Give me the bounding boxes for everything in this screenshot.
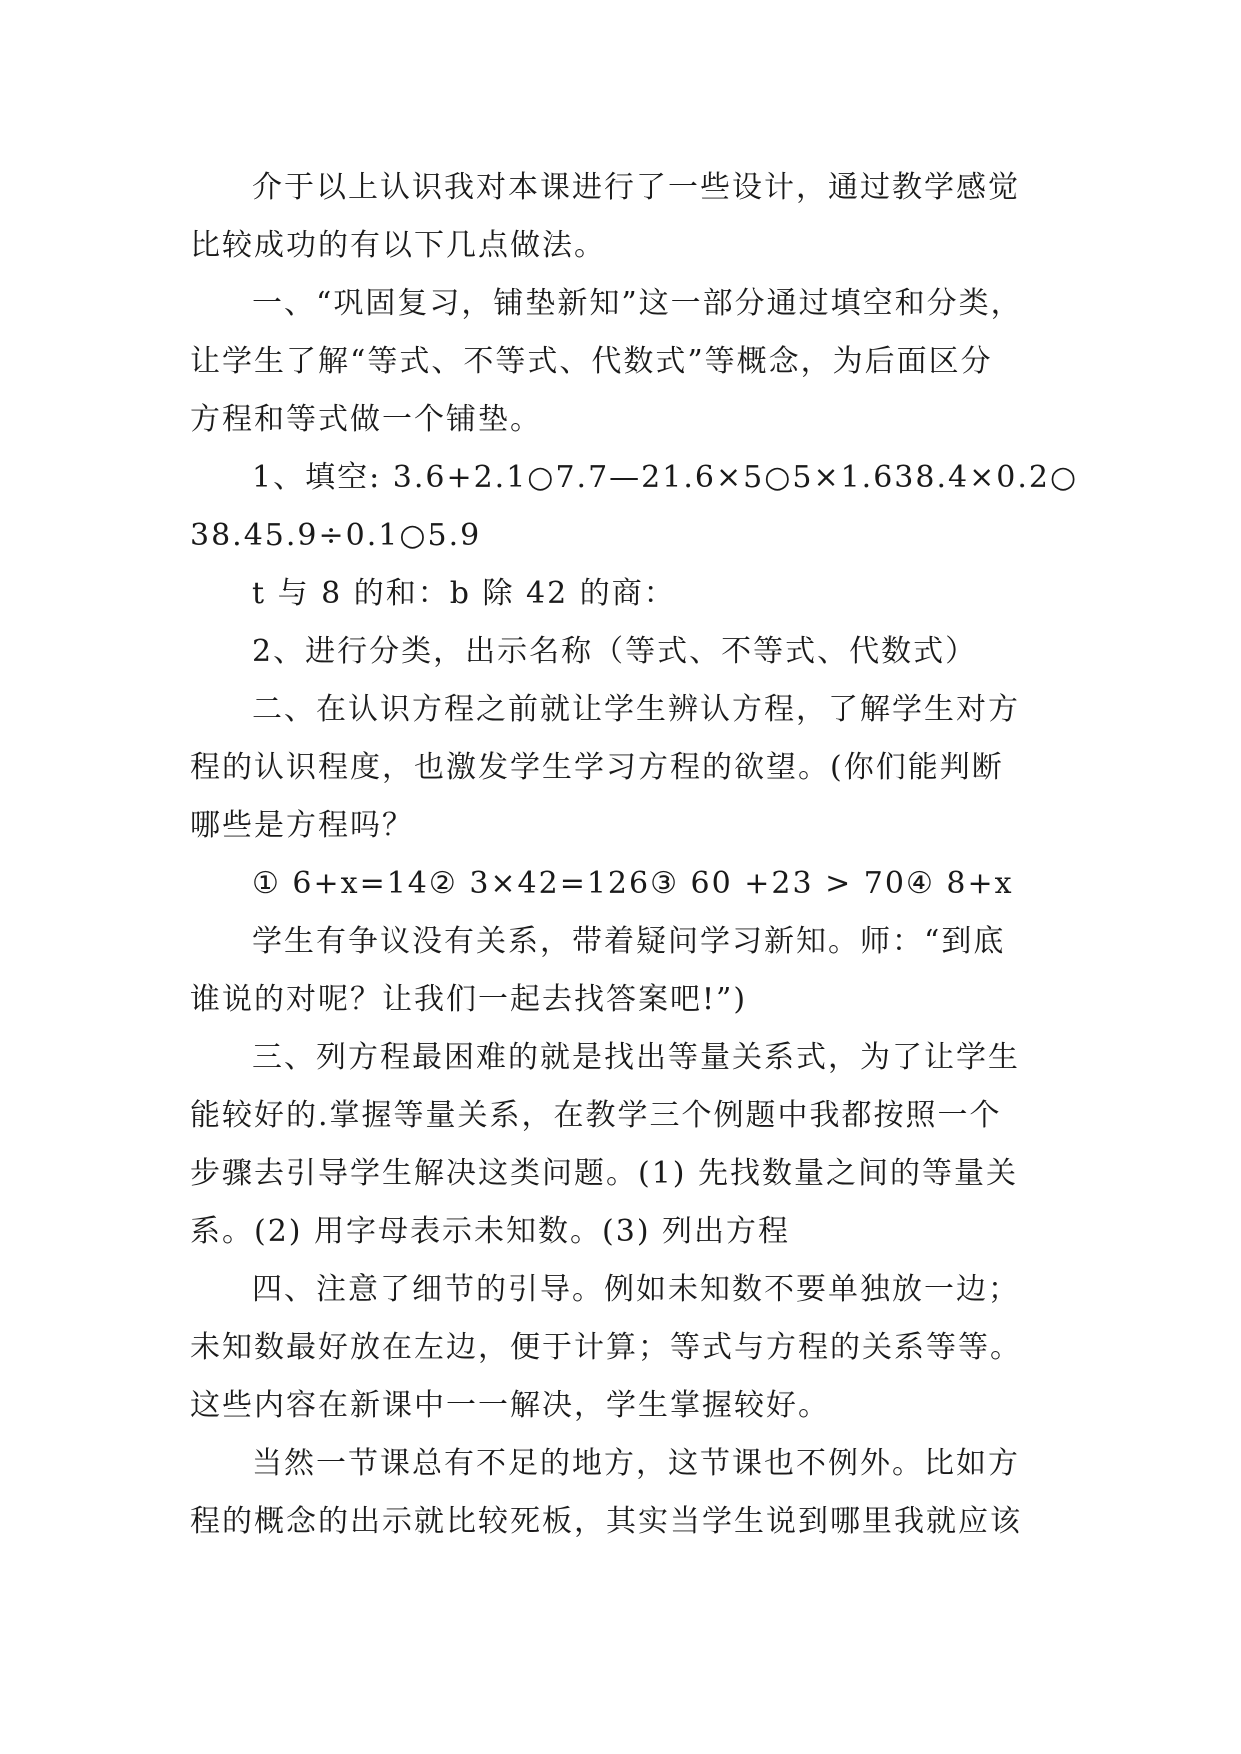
text-line-12: 哪些是方程吗？ [190,808,414,843]
text-line-20: 四、注意了细节的引导。例如未知数不要单独放一边； [252,1272,1020,1307]
text-line-4: 让学生了解“等式、不等式、代数式”等概念，为后面区分 [190,344,993,379]
text-line-7: 38.45.9÷0.1○5.9 [190,518,482,553]
text-line-18: 步骤去引导学生解决这类问题。(1) 先找数量之间的等量关 [190,1156,1019,1191]
text-line-19: 系。(2) 用字母表示未知数。(3) 列出方程 [190,1214,791,1249]
text-line-14: 学生有争议没有关系，带着疑问学习新知。师：“到底 [252,924,1006,959]
text-line-9: 2、进行分类，出示名称（等式、不等式、代数式） [252,634,978,669]
text-line-5: 方程和等式做一个铺垫。 [190,402,542,437]
text-line-13: ① 6+x=14② 3×42=126③ 60 +23 > 70④ 8+x [252,866,1014,901]
text-line-16: 三、列方程最困难的就是找出等量关系式，为了让学生 [252,1040,1020,1075]
text-line-2: 比较成功的有以下几点做法。 [190,228,606,263]
text-line-21: 未知数最好放在左边，便于计算；等式与方程的关系等等。 [190,1330,1022,1365]
text-line-8: t 与 8 的和：b 除 42 的商： [252,576,676,611]
text-line-23: 当然一节课总有不足的地方，这节课也不例外。比如方 [252,1446,1020,1481]
text-line-15: 谁说的对呢？让我们一起去找答案吧!”) [190,982,748,1017]
text-line-17: 能较好的.掌握等量关系，在教学三个例题中我都按照一个 [190,1098,1002,1133]
text-line-11: 程的认识程度，也激发学生学习方程的欲望。(你们能判断 [190,750,1004,785]
text-line-10: 二、在认识方程之前就让学生辨认方程，了解学生对方 [252,692,1020,727]
text-line-24: 程的概念的出示就比较死板，其实当学生说到哪里我就应该 [190,1504,1022,1539]
text-line-22: 这些内容在新课中一一解决，学生掌握较好。 [190,1388,830,1423]
text-line-1: 介于以上认识我对本课进行了一些设计，通过教学感觉 [252,170,1020,205]
text-line-6: 1、填空: 3.6+2.1○7.7—21.6×5○5×1.638.4×0.2○ [252,460,1079,495]
text-line-3: 一、“巩固复习，铺垫新知”这一部分通过填空和分类， [252,286,1023,321]
